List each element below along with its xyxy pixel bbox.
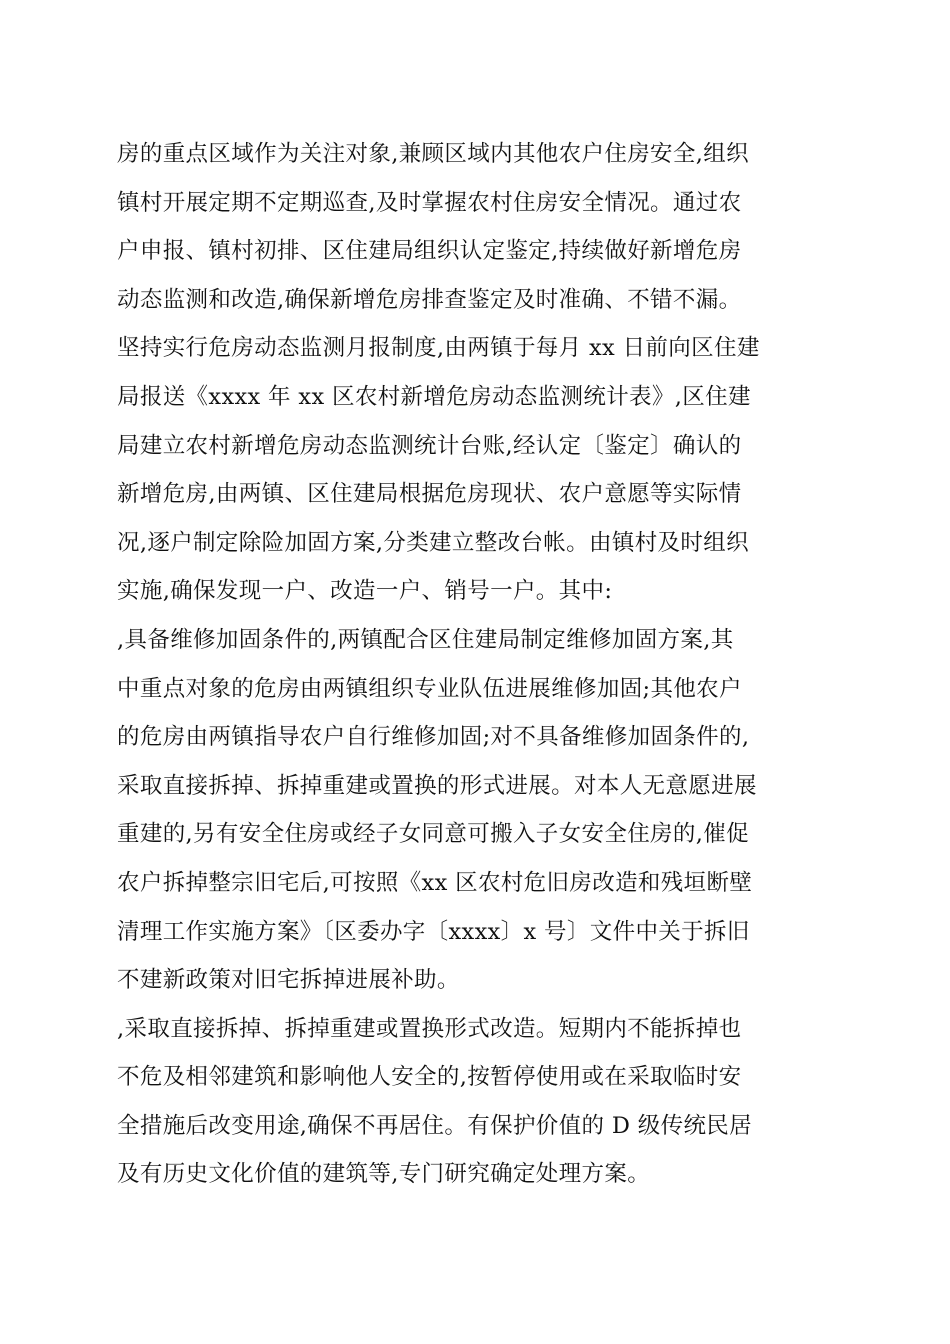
text-line: 重建的,另有安全住房或经子女同意可搬入子女安全住房的,催促 <box>117 821 749 848</box>
text-line: 况,逐户制定除险加固方案,分类建立整改台帐。由镇村及时组织 <box>117 529 749 556</box>
text-line: 坚持实行危房动态监测月报制度,由两镇于每月 xx 日前向区住建 <box>117 335 760 362</box>
body-text <box>117 130 852 1199</box>
text-line: 户申报、镇村初排、区住建局组织认定鉴定,持续做好新增危房 <box>117 238 742 265</box>
text-line: ,具备维修加固条件的,两镇配合区住建局制定维修加固方案,其 <box>117 626 734 653</box>
text-line: 局建立农村新增危房动态监测统计台账,经认定〔鉴定〕确认的 <box>117 432 742 459</box>
text-line: 农户拆掉整宗旧宅后,可按照《xx 区农村危旧房改造和残垣断壁 <box>117 869 753 896</box>
text-line: 全措施后改变用途,确保不再居住。有保护价值的 D 级传统民居 <box>117 1112 752 1139</box>
text-line: 中重点对象的危房由两镇组织专业队伍进展维修加固;其他农户 <box>117 675 742 702</box>
text-line: 采取直接拆掉、拆掉重建或置换的形式进展。对本人无意愿进展 <box>117 772 757 799</box>
text-line: 局报送《xxxx 年 xx 区农村新增危房动态监测统计表》,区住建 <box>117 383 751 410</box>
text-line: 动态监测和改造,确保新增危房排查鉴定及时准确、不错不漏。 <box>117 286 742 313</box>
text-line: 实施,确保发现一户、改造一户、销号一户。其中: <box>117 578 613 605</box>
text-line: 的危房由两镇指导农户自行维修加固;对不具备维修加固条件的, <box>117 724 750 751</box>
text-line: 及有历史文化价值的建筑等,专门研究确定处理方案。 <box>117 1161 651 1188</box>
text-line: 不危及相邻建筑和影响他人安全的,按暂停使用或在采取临时安 <box>117 1064 742 1091</box>
text-line: 新增危房,由两镇、区住建局根据危房现状、农户意愿等实际情 <box>117 481 742 508</box>
text-line: 不建新政策对旧宅拆掉进展补助。 <box>117 967 460 994</box>
text-line: 清理工作实施方案》〔区委办字〔xxxx〕x 号〕文件中关于拆旧 <box>117 918 750 945</box>
text-line: 镇村开展定期不定期巡查,及时掌握农村住房安全情况。通过农 <box>117 189 742 216</box>
text-line: 房的重点区域作为关注对象,兼顾区域内其他农户住房安全,组织 <box>117 141 749 167</box>
text-line: ,采取直接拆掉、拆掉重建或置换形式改造。短期内不能拆掉也 <box>117 1015 742 1042</box>
